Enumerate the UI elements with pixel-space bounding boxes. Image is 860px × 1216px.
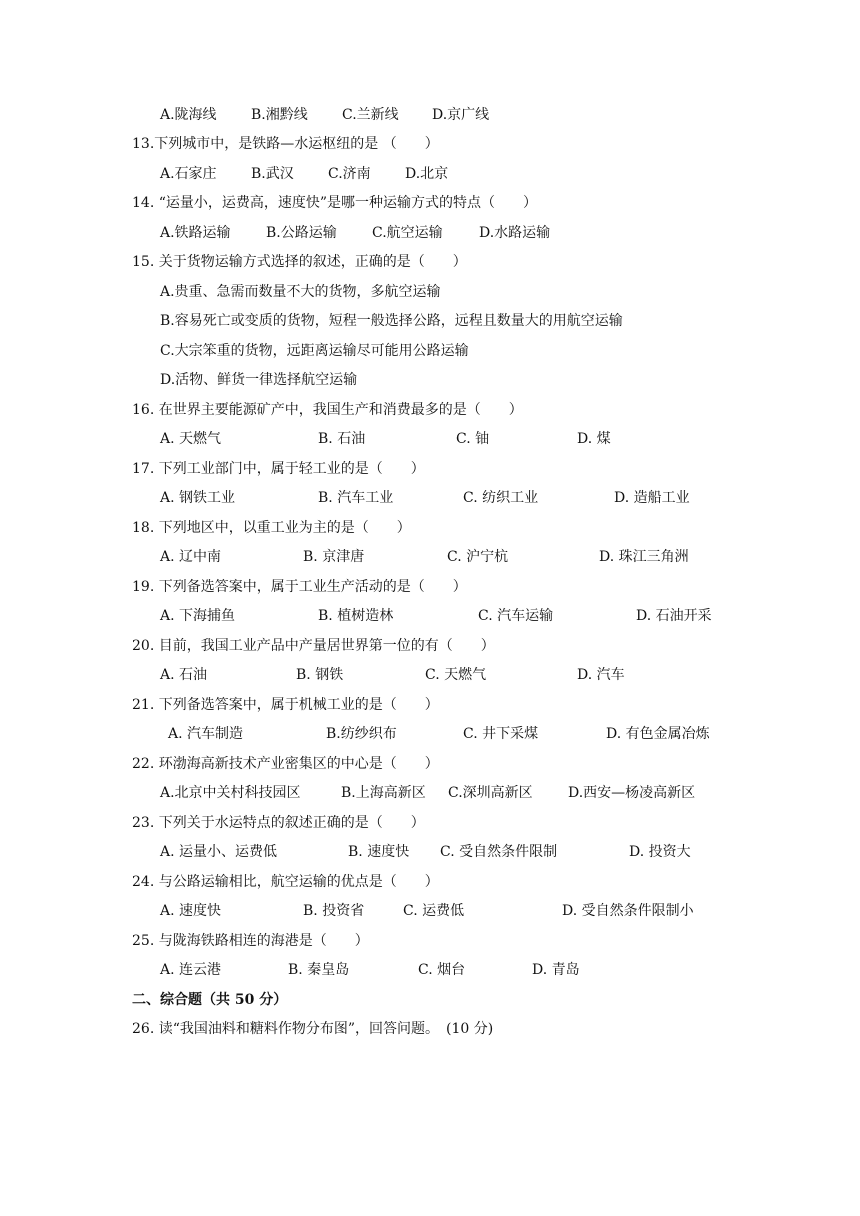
option-d: D.水路运输 bbox=[479, 225, 551, 241]
question-13: 13.下列城市中，是铁路—水运枢纽的是 （ ） bbox=[132, 136, 439, 152]
option-a: A. 辽中南 bbox=[160, 549, 222, 565]
option-d: D. 青岛 bbox=[532, 962, 580, 978]
option-c: C. 汽车运输 bbox=[478, 608, 554, 624]
question-25: 25. 与陇海铁路相连的海港是（ ） bbox=[132, 933, 369, 949]
option-a: A.陇海线 bbox=[160, 107, 217, 123]
option-b: B. 京津唐 bbox=[303, 549, 365, 565]
q15-option-c: C.大宗笨重的货物，远距离运输尽可能用公路运输 bbox=[160, 343, 469, 359]
option-d: D. 煤 bbox=[577, 431, 611, 447]
option-d: D. 汽车 bbox=[577, 667, 625, 683]
option-a: A. 石油 bbox=[160, 667, 208, 683]
option-b: B. 秦皇岛 bbox=[288, 962, 350, 978]
option-b: B. 投资省 bbox=[303, 903, 365, 919]
question-26: 26. 读“我国油料和糖料作物分布图”，回答问题。 (10 分) bbox=[132, 1021, 494, 1037]
option-a: A. 钢铁工业 bbox=[160, 490, 236, 506]
option-a: A. 速度快 bbox=[160, 903, 222, 919]
option-d: D. 石油开采 bbox=[636, 608, 712, 624]
option-c: C. 烟台 bbox=[418, 962, 466, 978]
question-21: 21. 下列备选答案中，属于机械工业的是（ ） bbox=[132, 697, 439, 713]
option-c: C. 井下采煤 bbox=[463, 726, 539, 742]
option-a: A.石家庄 bbox=[160, 166, 217, 182]
option-c: C.航空运输 bbox=[372, 225, 443, 241]
section-heading: 二、综合题（共 50 分） bbox=[132, 992, 288, 1008]
option-d: D.西安—杨凌高新区 bbox=[568, 785, 696, 801]
option-d: D. 投资大 bbox=[629, 844, 691, 860]
option-b: B. 石油 bbox=[318, 431, 366, 447]
option-d: D. 造船工业 bbox=[614, 490, 690, 506]
option-c: C. 运费低 bbox=[403, 903, 465, 919]
option-b: B.上海高新区 bbox=[341, 785, 426, 801]
option-b: B. 速度快 bbox=[348, 844, 410, 860]
option-c: C. 纺织工业 bbox=[463, 490, 539, 506]
option-d: D.京广线 bbox=[432, 107, 490, 123]
question-14: 14. “运量小，运费高，速度快”是哪一种运输方式的特点（ ） bbox=[132, 195, 538, 211]
option-c: C. 沪宁杭 bbox=[447, 549, 509, 565]
option-a: A. 连云港 bbox=[160, 962, 222, 978]
question-16: 16. 在世界主要能源矿产中，我国生产和消费最多的是（ ） bbox=[132, 402, 523, 418]
option-b: B.纺纱织布 bbox=[326, 726, 397, 742]
option-a: A. 运量小、运费低 bbox=[160, 844, 278, 860]
question-17: 17. 下列工业部门中，属于轻工业的是（ ） bbox=[132, 461, 425, 477]
question-22: 22. 环渤海高新技术产业密集区的中心是（ ） bbox=[132, 756, 439, 772]
q15-option-d: D.活物、鲜货一律选择航空运输 bbox=[160, 372, 358, 388]
option-a: A. 天燃气 bbox=[160, 431, 222, 447]
option-a: A.铁路运输 bbox=[160, 225, 231, 241]
option-b: B.武汉 bbox=[251, 166, 294, 182]
option-d: D.北京 bbox=[405, 166, 449, 182]
option-b: B.湘黔线 bbox=[251, 107, 308, 123]
q15-option-b: B.容易死亡或变质的货物，短程一般选择公路，远程且数量大的用航空运输 bbox=[160, 313, 623, 329]
option-d: D. 有色金属冶炼 bbox=[606, 726, 710, 742]
option-b: B. 钢铁 bbox=[296, 667, 344, 683]
option-d: D. 受自然条件限制小 bbox=[562, 903, 694, 919]
option-c: C. 天燃气 bbox=[425, 667, 487, 683]
option-d: D. 珠江三角洲 bbox=[599, 549, 689, 565]
question-19: 19. 下列备选答案中，属于工业生产活动的是（ ） bbox=[132, 579, 467, 595]
option-b: B.公路运输 bbox=[266, 225, 337, 241]
option-c: C.济南 bbox=[328, 166, 371, 182]
q15-option-a: A.贵重、急需而数量不大的货物，多航空运输 bbox=[160, 284, 441, 300]
option-c: C.深圳高新区 bbox=[448, 785, 533, 801]
option-a: A. 下海捕鱼 bbox=[160, 608, 236, 624]
option-c: C. 受自然条件限制 bbox=[440, 844, 558, 860]
option-c: C. 铀 bbox=[456, 431, 490, 447]
question-15: 15. 关于货物运输方式选择的叙述，正确的是（ ） bbox=[132, 254, 467, 270]
option-a: A.北京中关村科技园区 bbox=[160, 785, 301, 801]
question-20: 20. 目前，我国工业产品中产量居世界第一位的有（ ） bbox=[132, 638, 495, 654]
question-18: 18. 下列地区中，以重工业为主的是（ ） bbox=[132, 520, 411, 536]
question-23: 23. 下列关于水运特点的叙述正确的是（ ） bbox=[132, 815, 425, 831]
question-24: 24. 与公路运输相比，航空运输的优点是（ ） bbox=[132, 874, 439, 890]
option-b: B. 植树造林 bbox=[318, 608, 394, 624]
option-a: A. 汽车制造 bbox=[168, 726, 244, 742]
option-c: C.兰新线 bbox=[342, 107, 399, 123]
option-b: B. 汽车工业 bbox=[318, 490, 394, 506]
